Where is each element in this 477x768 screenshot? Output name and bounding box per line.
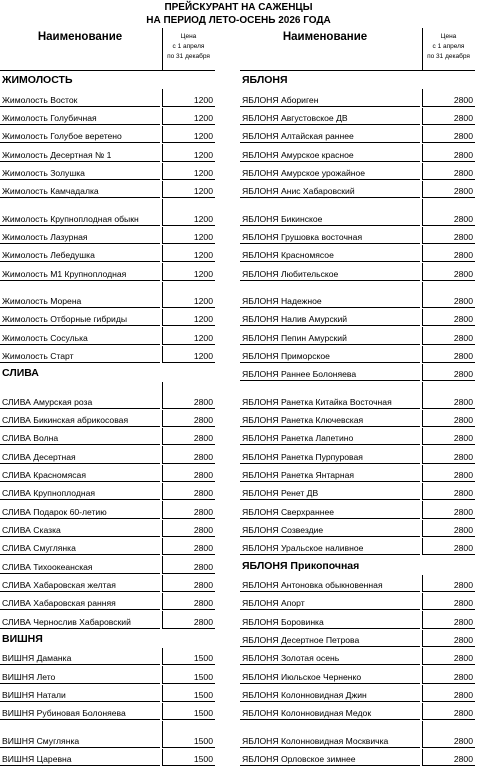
item-price: 2800 bbox=[453, 451, 473, 462]
item-price: 1200 bbox=[193, 94, 213, 105]
item-name: ЯБЛОНЯ Красномясое bbox=[242, 250, 334, 261]
price-row bbox=[240, 244, 475, 262]
item-price: 1200 bbox=[193, 268, 213, 279]
cell-border bbox=[162, 163, 163, 180]
price-row bbox=[0, 281, 215, 308]
cell-border bbox=[162, 465, 163, 482]
item-price: 2800 bbox=[453, 598, 473, 609]
item-name: СЛИВА Красномясая bbox=[2, 470, 86, 481]
item-name: Жимолость Десертная № 1 bbox=[2, 149, 112, 160]
item-price: 2800 bbox=[453, 369, 473, 380]
price-column-header: Цена с 1 апреля по 31 декабря bbox=[162, 28, 214, 70]
item-name: ЯБЛОНЯ Ранетка Янтарная bbox=[242, 470, 355, 481]
item-price: 2800 bbox=[453, 470, 473, 481]
cell-border bbox=[162, 538, 163, 555]
cell-border bbox=[162, 144, 163, 161]
item-name: СЛИВА Десертная bbox=[2, 451, 76, 462]
cell-border bbox=[162, 227, 163, 244]
cell-border bbox=[422, 685, 423, 702]
price-row bbox=[0, 574, 215, 592]
item-name: ЯБЛОНЯ Ранетка Ключевская bbox=[242, 415, 364, 426]
price-row bbox=[240, 281, 475, 308]
item-name: СЛИВА Крупноплодная bbox=[2, 488, 96, 499]
item-price: 2800 bbox=[193, 525, 213, 536]
price-row bbox=[240, 308, 475, 326]
cell-border bbox=[422, 703, 423, 720]
item-name: ЯБЛОНЯ Пепин Амурский bbox=[242, 332, 347, 343]
item-price: 1200 bbox=[193, 112, 213, 123]
price-row bbox=[0, 88, 215, 106]
price-row bbox=[0, 308, 215, 326]
cell-border bbox=[422, 483, 423, 500]
item-price: 2800 bbox=[193, 543, 213, 554]
price-row bbox=[0, 125, 215, 143]
cell-border bbox=[422, 89, 423, 106]
price-row bbox=[240, 180, 475, 198]
item-name: ЯБЛОНЯ Алтайская раннее bbox=[242, 131, 354, 142]
cell-border bbox=[422, 648, 423, 665]
cell-border bbox=[422, 520, 423, 537]
cell-border bbox=[422, 346, 423, 363]
item-name: ЯБЛОНЯ Уральское наливное bbox=[242, 543, 364, 554]
item-name: Жимолость Голубое веретено bbox=[2, 131, 122, 142]
price-row bbox=[240, 226, 475, 244]
price-row bbox=[0, 537, 215, 555]
item-price: 1200 bbox=[193, 149, 213, 160]
price-row bbox=[240, 519, 475, 537]
item-price: 2800 bbox=[453, 314, 473, 325]
item-name: Жимолость Камчадалка bbox=[2, 186, 99, 197]
price-row bbox=[0, 720, 215, 747]
price-row bbox=[240, 482, 475, 500]
item-price: 1200 bbox=[193, 231, 213, 242]
item-name: СЛИВА Смуглянка bbox=[2, 543, 76, 554]
item-name: СЛИВА Бикинская абрикосовая bbox=[2, 415, 129, 426]
item-price: 1200 bbox=[193, 186, 213, 197]
item-name: ЯБЛОНЯ Созвездие bbox=[242, 525, 324, 536]
item-name: Жимолость Морена bbox=[2, 296, 82, 307]
price-row bbox=[240, 720, 475, 747]
item-price: 2800 bbox=[453, 708, 473, 719]
price-row bbox=[240, 500, 475, 518]
item-price: 2800 bbox=[193, 433, 213, 444]
item-price: 2800 bbox=[453, 634, 473, 645]
price-row bbox=[0, 427, 215, 445]
item-name: ЯБЛОНЯ Десертное Петрова bbox=[242, 634, 360, 645]
left-header bbox=[0, 28, 215, 71]
item-price: 1200 bbox=[193, 351, 213, 362]
cell-border bbox=[162, 765, 215, 766]
item-price: 2800 bbox=[193, 470, 213, 481]
price-row bbox=[240, 326, 475, 344]
cell-border bbox=[162, 282, 163, 308]
item-name: ЯБЛОНЯ Орловское зимнее bbox=[242, 753, 356, 764]
item-price: 2800 bbox=[453, 671, 473, 682]
price-row bbox=[0, 262, 215, 280]
price-row bbox=[240, 445, 475, 463]
cell-border bbox=[422, 593, 423, 610]
item-price: 2800 bbox=[453, 231, 473, 242]
item-name: СЛИВА Волна bbox=[2, 433, 59, 444]
item-name: СЛИВА Подарок 60-летию bbox=[2, 506, 107, 517]
item-name: СЛИВА Хабаровская ранняя bbox=[2, 598, 116, 609]
category-heading: СЛИВА bbox=[2, 367, 39, 380]
price-row bbox=[0, 702, 215, 720]
item-price: 1200 bbox=[193, 314, 213, 325]
cell-border bbox=[162, 520, 163, 537]
price-column-header: Цена с 1 апреля по 31 декабря bbox=[422, 28, 474, 70]
cell-border bbox=[162, 703, 163, 720]
item-name: ВИШНЯ Даманка bbox=[2, 653, 72, 664]
item-name: ЯБЛОНЯ Амурское красное bbox=[242, 149, 354, 160]
category-heading: ЖИМОЛОСТЬ bbox=[2, 74, 73, 87]
item-name: ЯБЛОНЯ Колонновидная Москвичка bbox=[242, 735, 389, 746]
price-row bbox=[0, 180, 215, 198]
cell-border bbox=[162, 593, 163, 610]
cell-border bbox=[422, 163, 423, 180]
item-price: 2800 bbox=[193, 415, 213, 426]
item-name: ЯБЛОНЯ Амурское урожайное bbox=[242, 167, 366, 178]
name-column-header: Наименование bbox=[37, 31, 123, 43]
item-name: Жимолость Отборные гибриды bbox=[2, 314, 128, 325]
cell-border bbox=[0, 628, 160, 629]
item-name: ЯБЛОНЯ Боровинка bbox=[242, 616, 324, 627]
item-price: 2800 bbox=[453, 433, 473, 444]
cell-border bbox=[422, 428, 423, 445]
cell-border bbox=[422, 410, 423, 427]
cell-border bbox=[422, 465, 423, 482]
cell-border bbox=[162, 89, 163, 106]
item-name: ВИШНЯ Смуглянка bbox=[2, 735, 80, 746]
item-price: 1200 bbox=[193, 131, 213, 142]
cell-border bbox=[162, 199, 163, 225]
item-price: 1500 bbox=[193, 689, 213, 700]
item-name: ЯБЛОНЯ Ранетка Пурпуровая bbox=[242, 451, 363, 462]
cell-border bbox=[422, 199, 423, 225]
cell-border bbox=[162, 346, 163, 363]
cell-border bbox=[0, 362, 160, 363]
price-row bbox=[240, 198, 475, 225]
item-name: ВИШНЯ Рубиновая Болоняева bbox=[2, 708, 126, 719]
cell-border bbox=[162, 181, 163, 198]
item-price: 2800 bbox=[453, 351, 473, 362]
item-name: ЯБЛОНЯ Любительское bbox=[242, 268, 339, 279]
item-price: 2800 bbox=[193, 488, 213, 499]
cell-border bbox=[240, 765, 420, 766]
item-name: ЯБЛОНЯ Колонновидная Джин bbox=[242, 689, 367, 700]
item-price: 2800 bbox=[453, 616, 473, 627]
item-name: Жимолость Восток bbox=[2, 94, 78, 105]
cell-border bbox=[162, 446, 163, 463]
name-column-header: Наименование bbox=[282, 31, 368, 43]
cell-border bbox=[162, 483, 163, 500]
item-name: ЯБЛОНЯ Приморское bbox=[242, 351, 330, 362]
item-price: 2800 bbox=[193, 616, 213, 627]
item-price: 2800 bbox=[453, 525, 473, 536]
cell-border bbox=[162, 410, 163, 427]
item-name: ЯБЛОНЯ Ренет ДВ bbox=[242, 488, 319, 499]
cell-border bbox=[422, 721, 423, 747]
item-name: СЛИВА Сказка bbox=[2, 525, 61, 536]
cell-border bbox=[162, 666, 163, 683]
cell-border bbox=[422, 765, 475, 766]
item-price: 1200 bbox=[193, 213, 213, 224]
cell-border bbox=[422, 245, 423, 262]
category-heading: ВИШНЯ bbox=[2, 632, 43, 645]
item-price: 1500 bbox=[193, 735, 213, 746]
price-row bbox=[0, 555, 215, 573]
item-price: 2800 bbox=[453, 543, 473, 554]
cell-border bbox=[162, 108, 163, 125]
price-row bbox=[0, 326, 215, 344]
item-price: 2800 bbox=[193, 598, 213, 609]
price-row bbox=[0, 519, 215, 537]
cell-border bbox=[422, 327, 423, 344]
item-name: ЯБЛОНЯ Сверхраннее bbox=[242, 506, 335, 517]
item-price: 2800 bbox=[453, 415, 473, 426]
item-name: ЯБЛОНЯ Надежное bbox=[242, 296, 322, 307]
item-name: СЛИВА Амурская роза bbox=[2, 396, 93, 407]
cell-border bbox=[422, 382, 423, 408]
price-row bbox=[0, 409, 215, 427]
item-price: 1500 bbox=[193, 671, 213, 682]
item-price: 2800 bbox=[193, 579, 213, 590]
price-row bbox=[240, 748, 475, 766]
cell-border bbox=[162, 263, 163, 280]
cell-border bbox=[422, 181, 423, 198]
item-price: 2800 bbox=[453, 213, 473, 224]
item-price: 2800 bbox=[453, 735, 473, 746]
price-row bbox=[240, 107, 475, 125]
item-name: ЯБЛОНЯ Ранетка Лапетино bbox=[242, 433, 354, 444]
price-row bbox=[240, 409, 475, 427]
cell-border bbox=[422, 611, 423, 628]
cell-border bbox=[162, 362, 215, 363]
cell-border bbox=[162, 685, 163, 702]
price-row bbox=[0, 162, 215, 180]
cell-border bbox=[162, 245, 163, 262]
item-price: 1200 bbox=[193, 250, 213, 261]
item-name: ЯБЛОНЯ Июльское Черненко bbox=[242, 671, 362, 682]
cell-border bbox=[162, 126, 163, 143]
cell-border bbox=[162, 428, 163, 445]
price-row bbox=[240, 125, 475, 143]
page-subtitle: НА ПЕРИОД ЛЕТО-ОСЕНЬ 2026 ГОДА bbox=[146, 15, 331, 26]
cell-border bbox=[422, 666, 423, 683]
item-price: 2800 bbox=[453, 167, 473, 178]
price-row bbox=[0, 143, 215, 161]
price-row bbox=[0, 500, 215, 518]
page-title: ПРЕЙСКУРАНТ НА САЖЕНЦЫ bbox=[164, 2, 313, 13]
item-price: 1500 bbox=[193, 753, 213, 764]
cell-border bbox=[162, 648, 163, 665]
right-header bbox=[240, 28, 475, 71]
price-row bbox=[0, 464, 215, 482]
cell-border bbox=[0, 765, 160, 766]
cell-border bbox=[422, 227, 423, 244]
item-price: 2800 bbox=[193, 506, 213, 517]
cell-border bbox=[422, 282, 423, 308]
cell-border bbox=[422, 108, 423, 125]
price-row bbox=[240, 610, 475, 628]
cell-border bbox=[162, 382, 163, 408]
cell-border bbox=[422, 446, 423, 463]
price-row bbox=[240, 427, 475, 445]
price-row bbox=[240, 592, 475, 610]
item-price: 2800 bbox=[453, 296, 473, 307]
item-price: 2800 bbox=[453, 112, 473, 123]
item-price: 2800 bbox=[453, 689, 473, 700]
cell-border bbox=[422, 749, 423, 766]
item-price: 1500 bbox=[193, 653, 213, 664]
cell-border bbox=[422, 126, 423, 143]
cell-border bbox=[422, 554, 475, 555]
item-price: 1200 bbox=[193, 332, 213, 343]
item-price: 2800 bbox=[193, 396, 213, 407]
item-name: ЯБЛОНЯ Налив Амурский bbox=[242, 314, 348, 325]
item-name: ЯБЛОНЯ Бикинское bbox=[242, 213, 323, 224]
item-price: 2800 bbox=[193, 561, 213, 572]
price-row bbox=[240, 143, 475, 161]
price-row bbox=[0, 381, 215, 408]
item-name: ЯБЛОНЯ Абориген bbox=[242, 94, 319, 105]
item-name: Жимолость Золушка bbox=[2, 167, 85, 178]
item-name: ЯБЛОНЯ Ранетка Китайка Восточная bbox=[242, 396, 392, 407]
item-name: ЯБЛОНЯ Раннее Болоняева bbox=[242, 369, 357, 380]
price-row bbox=[240, 629, 475, 647]
price-row bbox=[240, 665, 475, 683]
item-name: Жимолость Старт bbox=[2, 351, 74, 362]
item-price: 2800 bbox=[193, 451, 213, 462]
item-price: 2800 bbox=[453, 506, 473, 517]
cell-border bbox=[162, 575, 163, 592]
item-name: ВИШНЯ Натали bbox=[2, 689, 66, 700]
cell-border bbox=[240, 554, 420, 555]
price-row bbox=[0, 198, 215, 225]
cell-border bbox=[422, 364, 423, 381]
cell-border bbox=[162, 611, 163, 628]
price-row bbox=[0, 482, 215, 500]
cell-border bbox=[422, 309, 423, 326]
item-price: 2800 bbox=[453, 250, 473, 261]
item-name: СЛИВА Чернослив Хабаровский bbox=[2, 616, 131, 627]
cell-border bbox=[422, 263, 423, 280]
category-heading: ЯБЛОНЯ Прикопочная bbox=[242, 559, 360, 572]
price-row bbox=[240, 262, 475, 280]
item-name: Жимолость М1 Крупноплодная bbox=[2, 268, 127, 279]
item-price: 2800 bbox=[453, 131, 473, 142]
item-name: ЯБЛОНЯ Колонновидная Медок bbox=[242, 708, 372, 719]
item-price: 2800 bbox=[453, 653, 473, 664]
item-name: СЛИВА Тихоокеанская bbox=[2, 561, 93, 572]
item-price: 2800 bbox=[453, 149, 473, 160]
item-price: 2800 bbox=[453, 268, 473, 279]
price-row bbox=[0, 445, 215, 463]
price-row bbox=[0, 665, 215, 683]
price-row bbox=[0, 592, 215, 610]
cell-border bbox=[422, 501, 423, 518]
price-row bbox=[240, 381, 475, 408]
cell-border bbox=[422, 144, 423, 161]
item-price: 2800 bbox=[453, 94, 473, 105]
cell-border bbox=[162, 721, 163, 747]
price-row bbox=[240, 363, 475, 381]
cell-border bbox=[162, 628, 215, 629]
item-name: ЯБЛОНЯ Августовское ДВ bbox=[242, 112, 348, 123]
cell-border bbox=[162, 327, 163, 344]
item-price: 2800 bbox=[453, 488, 473, 499]
price-row bbox=[0, 226, 215, 244]
item-name: ВИШНЯ Лето bbox=[2, 671, 56, 682]
cell-border bbox=[422, 630, 423, 647]
cell-border bbox=[162, 556, 163, 573]
cell-border bbox=[162, 501, 163, 518]
cell-border bbox=[162, 309, 163, 326]
category-heading: ЯБЛОНЯ bbox=[242, 74, 288, 87]
item-name: ВИШНЯ Царевна bbox=[2, 753, 72, 764]
item-name: Жимолость Лебедушка bbox=[2, 250, 95, 261]
price-row bbox=[240, 345, 475, 363]
item-price: 2800 bbox=[453, 579, 473, 590]
item-name: Жимолость Сосулька bbox=[2, 332, 88, 343]
item-price: 2800 bbox=[453, 332, 473, 343]
price-row bbox=[0, 748, 215, 766]
price-row bbox=[240, 574, 475, 592]
price-row bbox=[240, 684, 475, 702]
price-row bbox=[240, 537, 475, 555]
price-row bbox=[240, 702, 475, 720]
cell-border bbox=[162, 749, 163, 766]
price-row bbox=[240, 162, 475, 180]
item-name: СЛИВА Хабаровская желтая bbox=[2, 579, 116, 590]
item-name: ЯБЛОНЯ Апорт bbox=[242, 598, 305, 609]
item-name: Жимолость Голубичная bbox=[2, 112, 97, 123]
price-row bbox=[0, 345, 215, 363]
price-row bbox=[240, 647, 475, 665]
price-row bbox=[0, 244, 215, 262]
item-name: ЯБЛОНЯ Антоновка обыкновенная bbox=[242, 579, 383, 590]
cell-border bbox=[422, 575, 423, 592]
price-row bbox=[0, 647, 215, 665]
item-price: 2800 bbox=[453, 753, 473, 764]
item-price: 1500 bbox=[193, 708, 213, 719]
price-row bbox=[0, 684, 215, 702]
item-name: Жимолость Лазурная bbox=[2, 231, 88, 242]
item-price: 1200 bbox=[193, 167, 213, 178]
price-row bbox=[240, 464, 475, 482]
item-name: ЯБЛОНЯ Золотая осень bbox=[242, 653, 340, 664]
item-price: 1200 bbox=[193, 296, 213, 307]
price-row bbox=[0, 610, 215, 628]
price-row bbox=[240, 88, 475, 106]
item-name: ЯБЛОНЯ Грушовка восточная bbox=[242, 231, 363, 242]
item-price: 2800 bbox=[453, 396, 473, 407]
item-name: ЯБЛОНЯ Анис Хабаровский bbox=[242, 186, 355, 197]
price-row bbox=[0, 107, 215, 125]
item-price: 2800 bbox=[453, 186, 473, 197]
item-name: Жимолость Крупноплодная обыкн bbox=[2, 213, 139, 224]
cell-border bbox=[422, 538, 423, 555]
